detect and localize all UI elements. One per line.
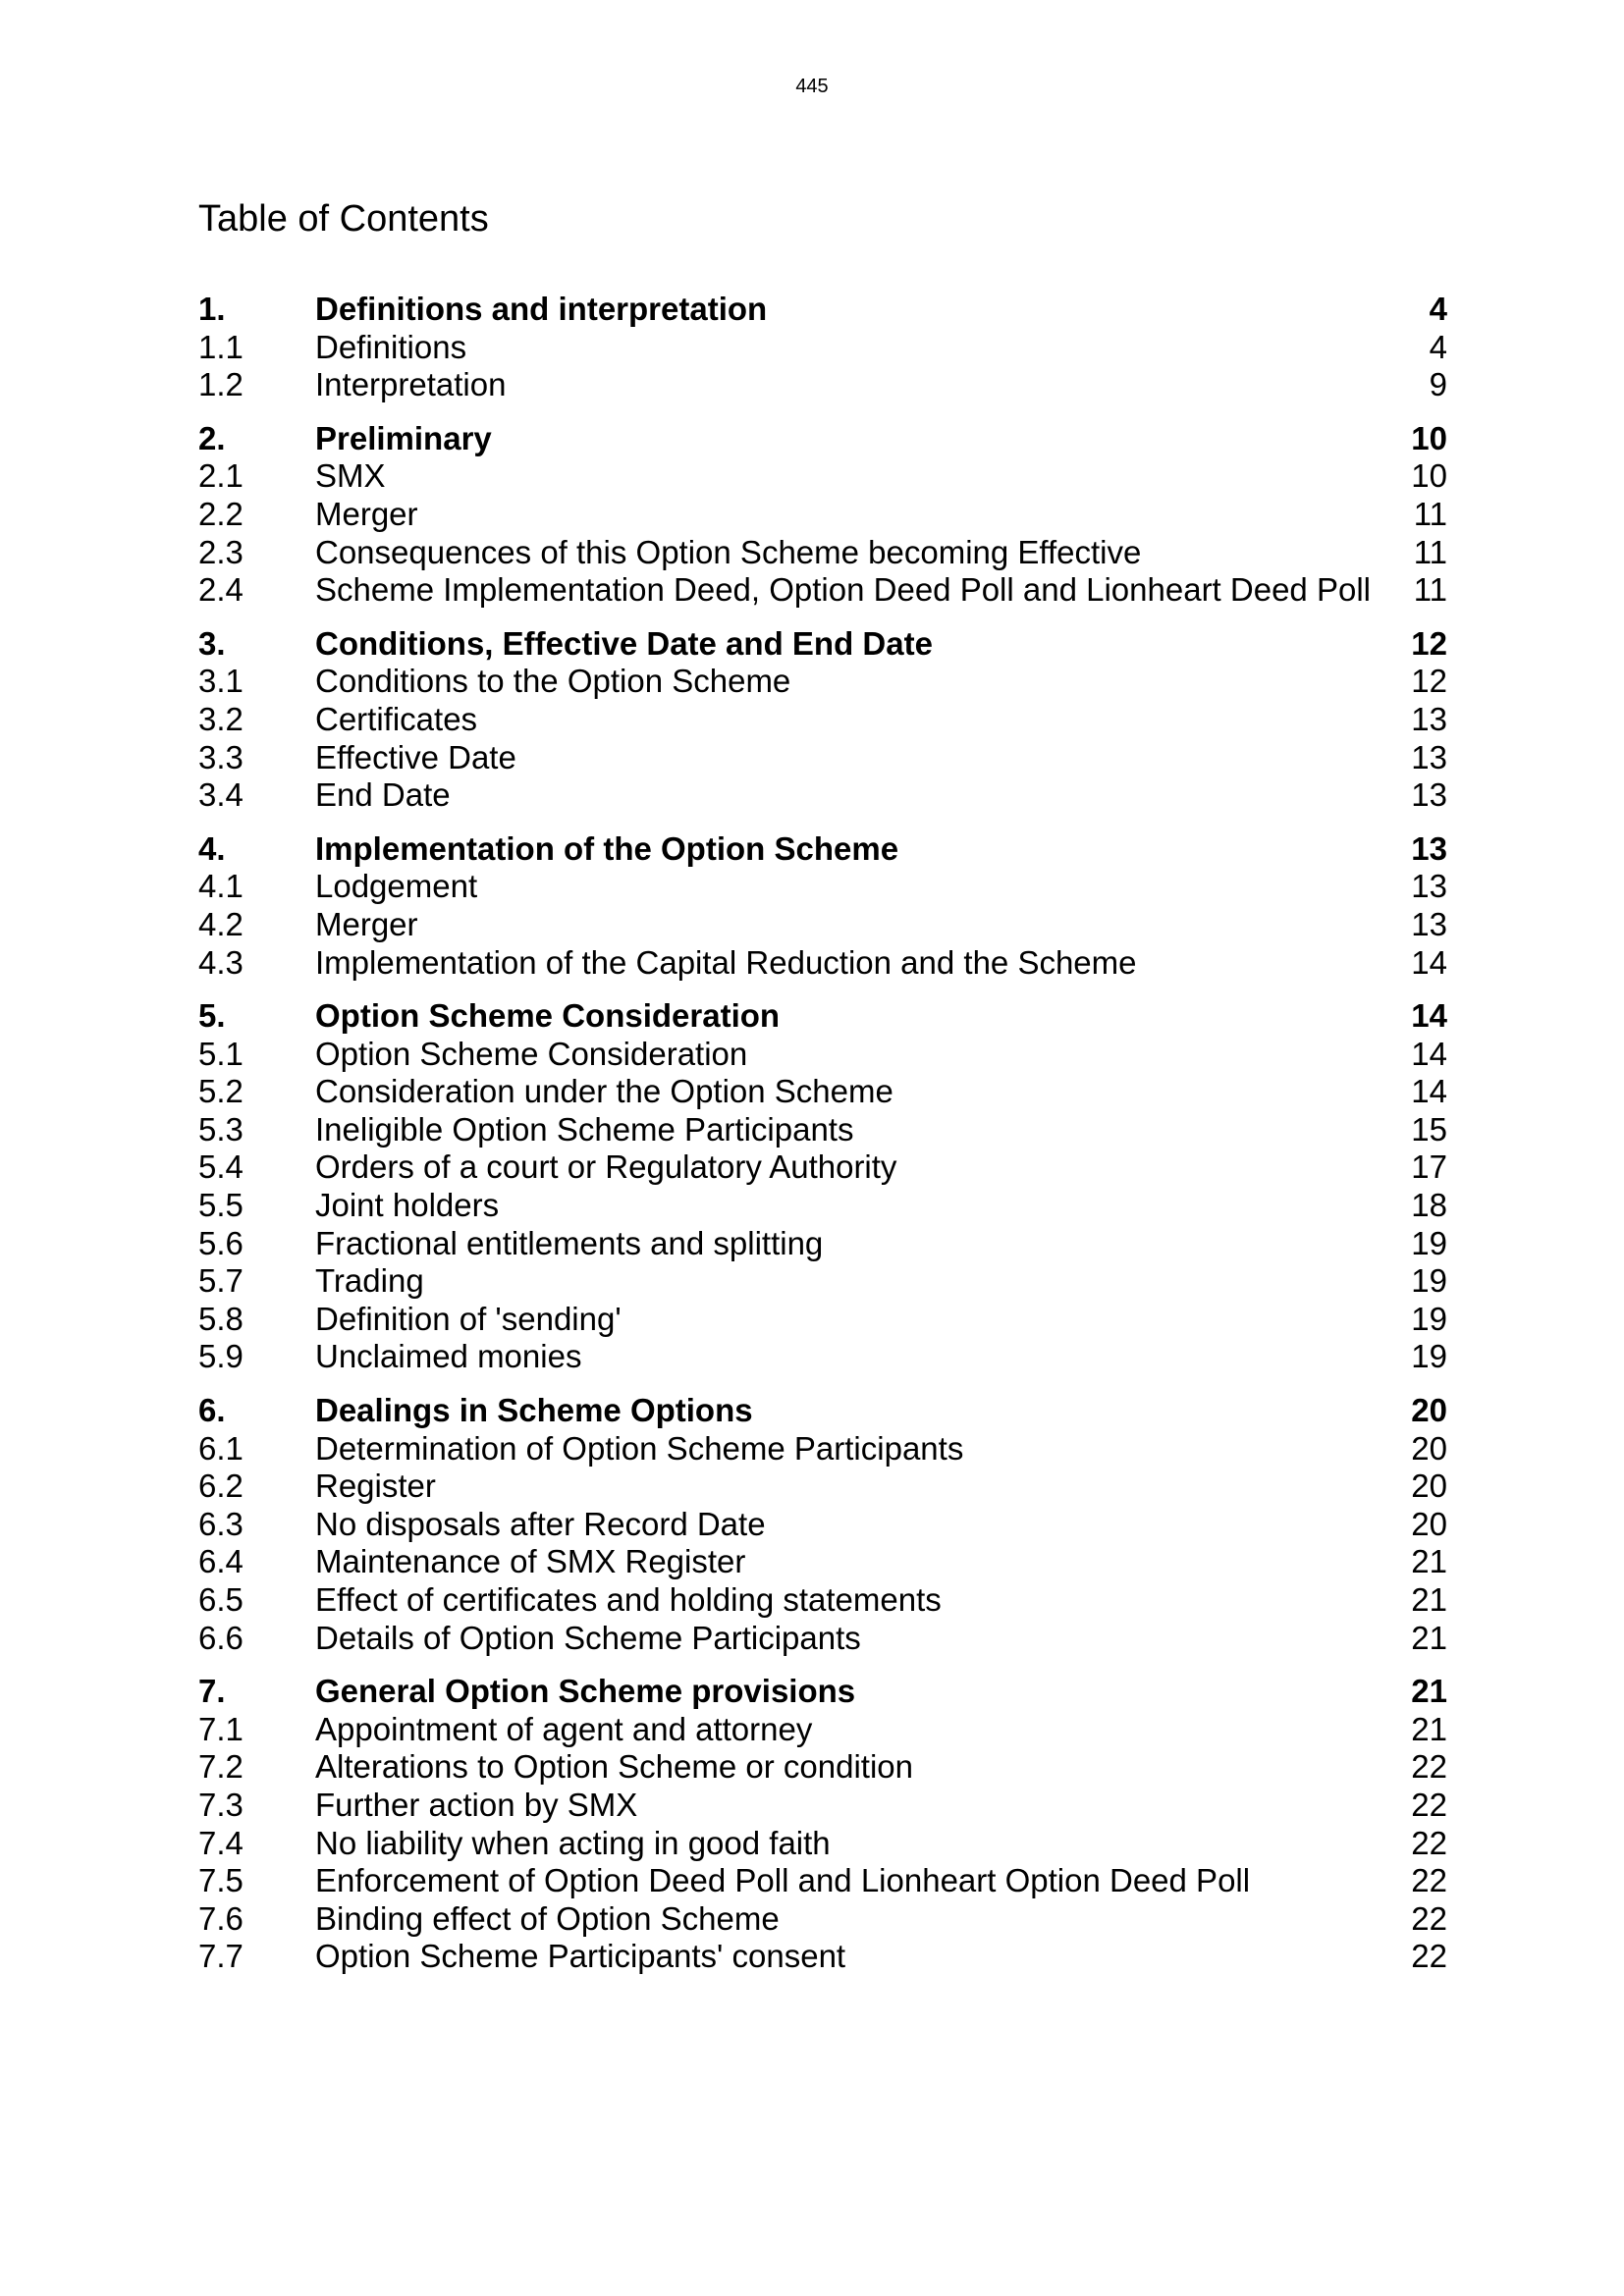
toc-entry-page: 19 [1411, 1224, 1447, 1261]
toc-subsection-row [198, 1825, 1447, 1863]
toc-entry-title: Fractional entitlements and splitting [315, 1224, 824, 1261]
toc-entry-page: 13 [1411, 868, 1447, 905]
toc-subsection-row [198, 496, 1447, 534]
toc-entry-page: 14 [1411, 1035, 1447, 1072]
toc-entry-number: 3. [198, 624, 226, 662]
toc-entry-title: Consequences of this Option Scheme becoming Effective [315, 533, 1142, 570]
toc-entry-title: Option Scheme Consideration [315, 997, 781, 1035]
toc-subsection-row [198, 1900, 1447, 1939]
toc-entry-page: 21 [1411, 1543, 1447, 1580]
toc-entry-number: 1.1 [198, 328, 244, 365]
table-of-contents [198, 291, 1447, 1976]
toc-entry-page: 14 [1411, 943, 1447, 981]
toc-entry-page: 22 [1411, 1899, 1447, 1937]
toc-entry-number: 2.2 [198, 495, 244, 532]
toc-entry-page: 20 [1411, 1429, 1447, 1467]
toc-entry-page: 4 [1429, 291, 1447, 327]
toc-entry-title: Details of Option Scheme Participants [315, 1619, 861, 1656]
toc-subsection-row [198, 1711, 1447, 1749]
toc-entry-page: 11 [1413, 495, 1447, 532]
toc-subsection-row [198, 1787, 1447, 1825]
toc-entry-title: Interpretation [315, 366, 507, 403]
toc-entry-page: 15 [1411, 1110, 1447, 1148]
toc-entry-page: 19 [1411, 1300, 1447, 1337]
toc-entry-number: 5.8 [198, 1300, 244, 1337]
toc-entry-page: 10 [1411, 419, 1447, 456]
toc-entry-number: 6.6 [198, 1619, 244, 1656]
toc-section-row [198, 420, 1447, 458]
toc-entry-page: 17 [1411, 1148, 1447, 1186]
toc-entry-title: Implementation of the Option Scheme [315, 829, 899, 867]
toc-subsection-row [198, 868, 1447, 906]
toc-entry-number: 2.3 [198, 533, 244, 570]
toc-entry-number: 2.4 [198, 571, 244, 609]
toc-entry-title: Ineligible Option Scheme Participants [315, 1110, 854, 1148]
toc-entry-number: 7.4 [198, 1824, 244, 1861]
toc-section-row [198, 830, 1447, 869]
toc-subsection-row [198, 1506, 1447, 1544]
toc-entry-number: 5.5 [198, 1187, 244, 1224]
toc-entry-title: Option Scheme Consideration [315, 1035, 748, 1072]
toc-entry-number: 7.2 [198, 1748, 244, 1786]
toc-entry-number: 3.3 [198, 738, 244, 775]
toc-entry-page: 14 [1411, 1073, 1447, 1110]
toc-subsection-row [198, 1468, 1447, 1506]
toc-entry-title: Effective Date [315, 738, 516, 775]
toc-entry-page: 12 [1411, 663, 1447, 700]
toc-entry-number: 7.7 [198, 1938, 244, 1975]
toc-entry-page: 18 [1411, 1187, 1447, 1224]
toc-section-row [198, 1673, 1447, 1711]
toc-entry-title: Merger [315, 495, 418, 532]
toc-subsection-row [198, 1620, 1447, 1658]
toc-entry-number: 6.4 [198, 1543, 244, 1580]
toc-subsection-row [198, 1187, 1447, 1225]
toc-entry-title: Lodgement [315, 868, 478, 905]
toc-entry-number: 6. [198, 1392, 226, 1429]
toc-subsection-row [198, 1148, 1447, 1187]
toc-section-row [198, 625, 1447, 664]
toc-entry-title: Trading [315, 1262, 424, 1300]
toc-entry-page: 19 [1411, 1338, 1447, 1375]
toc-entry-page: 22 [1411, 1748, 1447, 1786]
toc-subsection-row [198, 776, 1447, 815]
toc-subsection-row [198, 1301, 1447, 1339]
toc-subsection-row [198, 1938, 1447, 1976]
toc-entry-number: 6.1 [198, 1429, 244, 1467]
toc-subsection-row [198, 329, 1447, 367]
toc-entry-page: 13 [1411, 700, 1447, 737]
toc-subsection-row [198, 701, 1447, 739]
toc-subsection-row [198, 366, 1447, 404]
toc-entry-page: 22 [1411, 1938, 1447, 1975]
toc-entry-number: 5.4 [198, 1148, 244, 1186]
toc-entry-title: Register [315, 1468, 436, 1505]
toc-entry-title: Binding effect of Option Scheme [315, 1899, 780, 1937]
toc-entry-title: Conditions, Effective Date and End Date [315, 624, 933, 662]
toc-entry-title: Option Scheme Participants' consent [315, 1938, 846, 1975]
toc-entry-number: 2.1 [198, 457, 244, 495]
page-number: 445 [795, 76, 829, 97]
toc-entry-number: 4.2 [198, 905, 244, 942]
toc-entry-title: General Option Scheme provisions [315, 1673, 856, 1710]
toc-entry-number: 5.9 [198, 1338, 244, 1375]
toc-entry-number: 1. [198, 291, 226, 327]
toc-entry-page: 20 [1411, 1505, 1447, 1542]
toc-entry-title: Dealings in Scheme Options [315, 1392, 753, 1429]
toc-entry-title: Alterations to Option Scheme or condition [315, 1748, 914, 1786]
toc-entry-title: Maintenance of SMX Register [315, 1543, 746, 1580]
toc-subsection-row [198, 663, 1447, 701]
toc-entry-title: End Date [315, 776, 451, 814]
toc-entry-number: 1.2 [198, 366, 244, 403]
toc-entry-page: 4 [1429, 328, 1447, 365]
toc-entry-title: Preliminary [315, 419, 492, 456]
toc-entry-number: 6.3 [198, 1505, 244, 1542]
toc-entry-title: Consideration under the Option Scheme [315, 1073, 893, 1110]
toc-entry-number: 7.6 [198, 1899, 244, 1937]
toc-entry-page: 21 [1411, 1710, 1447, 1747]
toc-entry-page: 9 [1429, 366, 1447, 403]
toc-entry-page: 13 [1411, 829, 1447, 867]
toc-entry-number: 5.6 [198, 1224, 244, 1261]
toc-entry-number: 7.1 [198, 1710, 244, 1747]
toc-entry-number: 6.5 [198, 1581, 244, 1618]
toc-entry-page: 19 [1411, 1262, 1447, 1300]
toc-entry-number: 6.2 [198, 1468, 244, 1505]
toc-subsection-row [198, 457, 1447, 496]
toc-entry-number: 7. [198, 1673, 226, 1710]
toc-entry-page: 21 [1411, 1619, 1447, 1656]
toc-subsection-row [198, 1073, 1447, 1111]
toc-entry-number: 3.1 [198, 663, 244, 700]
toc-entry-number: 4. [198, 829, 226, 867]
toc-entry-title: Unclaimed monies [315, 1338, 582, 1375]
toc-entry-number: 4.3 [198, 943, 244, 981]
toc-entry-page: 13 [1411, 738, 1447, 775]
toc-subsection-row [198, 1036, 1447, 1074]
toc-subsection-row [198, 739, 1447, 777]
toc-entry-number: 3.2 [198, 700, 244, 737]
toc-entry-title: No disposals after Record Date [315, 1505, 766, 1542]
toc-entry-title: Effect of certificates and holding statements [315, 1581, 942, 1618]
toc-entry-page: 11 [1413, 533, 1447, 570]
toc-subsection-row [198, 534, 1447, 572]
toc-entry-title: Enforcement of Option Deed Poll and Lionheart Option Deed Poll [315, 1862, 1251, 1899]
toc-entry-page: 20 [1411, 1392, 1447, 1429]
toc-subsection-row [198, 1225, 1447, 1263]
toc-entry-number: 7.3 [198, 1786, 244, 1823]
toc-entry-page: 10 [1411, 457, 1447, 495]
toc-entry-number: 5.2 [198, 1073, 244, 1110]
toc-entry-title: Appointment of agent and attorney [315, 1710, 813, 1747]
toc-entry-title: Definition of 'sending' [315, 1300, 622, 1337]
toc-entry-page: 22 [1411, 1862, 1447, 1899]
toc-entry-number: 5. [198, 997, 226, 1035]
toc-subsection-row [198, 1111, 1447, 1149]
toc-entry-title: Conditions to the Option Scheme [315, 663, 791, 700]
toc-entry-page: 12 [1411, 624, 1447, 662]
toc-subsection-row [198, 1430, 1447, 1468]
toc-entry-title: Merger [315, 905, 418, 942]
toc-entry-page: 21 [1411, 1581, 1447, 1618]
toc-entry-page: 22 [1411, 1824, 1447, 1861]
toc-subsection-row [198, 944, 1447, 983]
toc-entry-title: Determination of Option Scheme Participants [315, 1429, 964, 1467]
toc-entry-title: Orders of a court or Regulatory Authority [315, 1148, 897, 1186]
toc-subsection-row [198, 1262, 1447, 1301]
toc-section-row [198, 997, 1447, 1036]
toc-entry-page: 21 [1411, 1673, 1447, 1710]
toc-entry-title: Certificates [315, 700, 478, 737]
toc-subsection-row [198, 1581, 1447, 1620]
toc-entry-number: 3.4 [198, 776, 244, 814]
toc-entry-number: 4.1 [198, 868, 244, 905]
toc-subsection-row [198, 1543, 1447, 1581]
toc-entry-title: Definitions [315, 328, 467, 365]
toc-subsection-row [198, 571, 1447, 610]
toc-entry-page: 14 [1411, 997, 1447, 1035]
toc-entry-title: Implementation of the Capital Reduction and the Scheme [315, 943, 1137, 981]
toc-entry-title: SMX [315, 457, 386, 495]
toc-entry-title: Scheme Implementation Deed, Option Deed Poll and Lionheart Deed Poll [315, 571, 1371, 609]
toc-subsection-row [198, 1338, 1447, 1376]
toc-entry-number: 5.1 [198, 1035, 244, 1072]
toc-entry-title: Joint holders [315, 1187, 500, 1224]
toc-section-row [198, 291, 1447, 329]
toc-entry-title: No liability when acting in good faith [315, 1824, 831, 1861]
toc-subsection-row [198, 1748, 1447, 1787]
toc-entry-title: Further action by SMX [315, 1786, 638, 1823]
toc-title: Table of Contents [198, 198, 489, 240]
toc-entry-page: 20 [1411, 1468, 1447, 1505]
toc-subsection-row [198, 1862, 1447, 1900]
toc-entry-page: 13 [1411, 905, 1447, 942]
toc-entry-page: 22 [1411, 1786, 1447, 1823]
toc-entry-number: 2. [198, 419, 226, 456]
toc-entry-page: 11 [1413, 571, 1447, 609]
toc-entry-title: Definitions and interpretation [315, 291, 768, 327]
toc-entry-number: 7.5 [198, 1862, 244, 1899]
toc-entry-page: 13 [1411, 776, 1447, 814]
toc-subsection-row [198, 906, 1447, 944]
toc-entry-number: 5.7 [198, 1262, 244, 1300]
toc-section-row [198, 1392, 1447, 1430]
toc-entry-number: 5.3 [198, 1110, 244, 1148]
